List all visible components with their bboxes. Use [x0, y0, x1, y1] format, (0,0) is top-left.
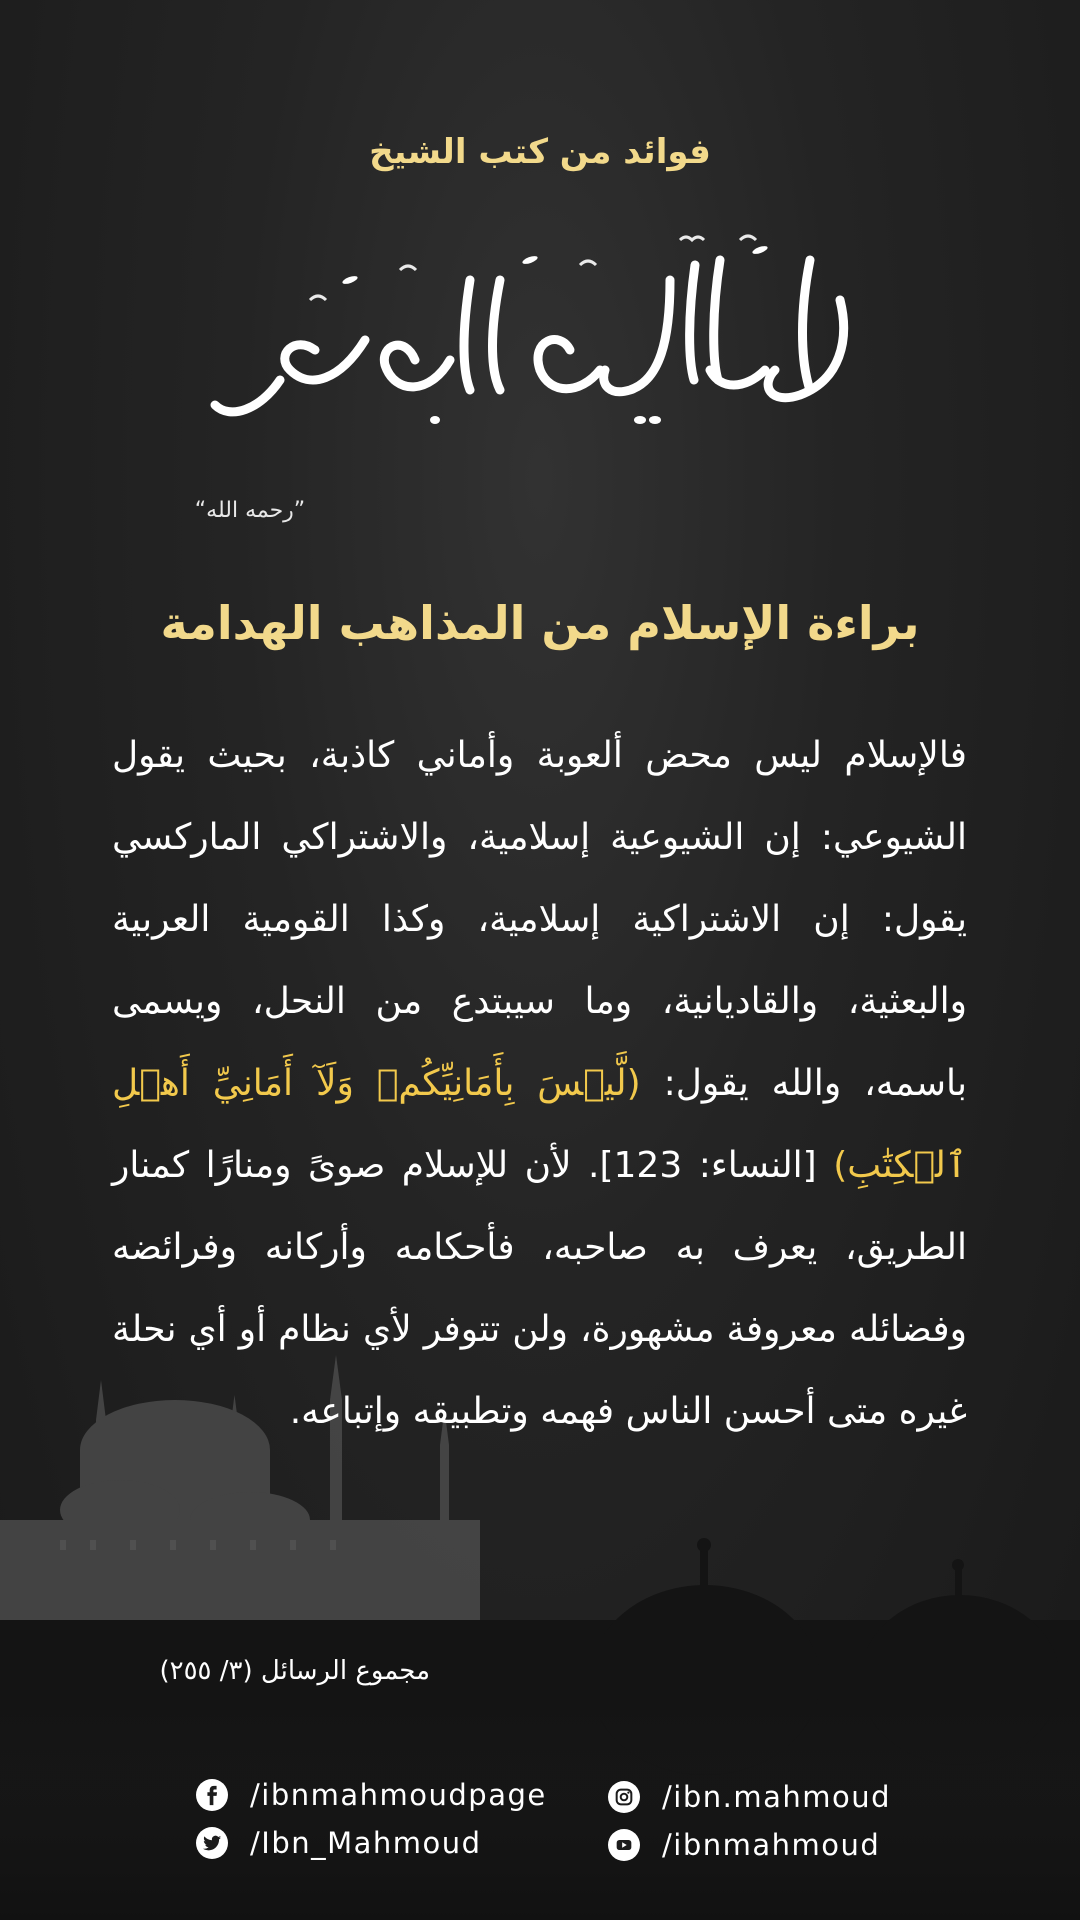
youtube-icon	[608, 1829, 640, 1861]
series-subtitle: فوائد من كتب الشيخ	[369, 132, 711, 172]
blessing-text: ”رحمه الله“	[194, 498, 306, 523]
youtube-link[interactable]	[608, 1828, 880, 1862]
source-citation: مجموع الرسائل (٣/ ٢٥٥)	[159, 1656, 430, 1686]
facebook-handle: /ibnmahmoudpage	[250, 1778, 547, 1812]
facebook-icon	[196, 1779, 228, 1811]
twitter-icon	[196, 1827, 228, 1859]
article-title: براءة الإسلام من المذاهب الهدامة	[160, 596, 920, 650]
quran-quote: (لَّيۡسَ بِأَمَانِيِّكُمۡ وَلَآ أَمَانِيِّ أَهۡلِ ٱلۡكِتَٰبِ)	[112, 1063, 967, 1186]
social-links	[0, 1770, 1080, 1880]
body-text-part-2: [النساء: 123]. لأن للإسلام صوىً ومنارًا كمنار الطريق، يعرف به صاحبه، فأحكامه وأركانه وفرائضه وفضائله معروفة مشهورة، ولن تتوفر لأي نظام أو أي نحلة غيره متى أحسن الناس فهمه وتطبيقه وإتباعه.	[112, 1145, 967, 1432]
facebook-link[interactable]	[196, 1778, 547, 1812]
sheikh-name-calligraphy	[200, 220, 880, 450]
instagram-icon	[608, 1781, 640, 1813]
twitter-link[interactable]	[196, 1826, 482, 1860]
calligraphy-artwork	[200, 220, 880, 450]
article-body	[112, 715, 967, 1453]
body-text-part-1: فالإسلام ليس محض ألعوبة وأماني كاذبة، بحيث يقول الشيوعي: إن الشيوعية إسلامية، والاشتراكي الماركسي يقول: إن الاشتراكية إسلامية، وكذا القومية العربية والبعثية، والقاديانية، وما سيبتدع من النحل، ويسمى باسمه، والله يقول:	[112, 735, 967, 1104]
instagram-handle: /ibn.mahmoud	[662, 1780, 892, 1814]
instagram-link[interactable]	[608, 1780, 891, 1814]
twitter-handle: /Ibn_Mahmoud	[250, 1826, 482, 1860]
youtube-handle: /ibnmahmoud	[662, 1828, 881, 1862]
